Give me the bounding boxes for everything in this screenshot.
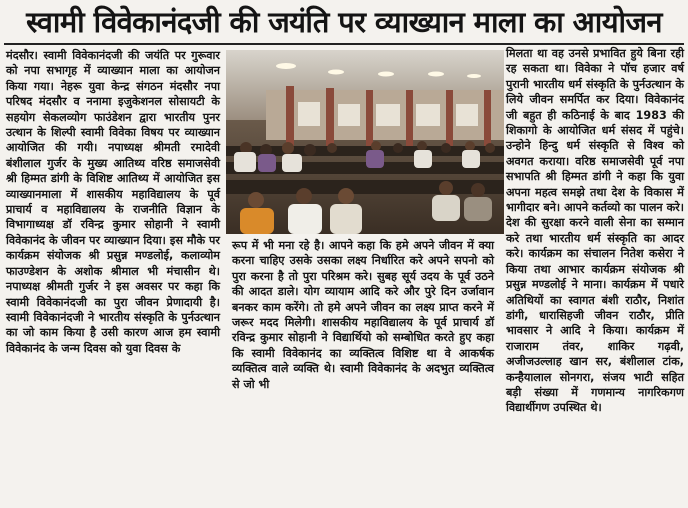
article-column-3 [506, 46, 684, 416]
column-2-text: रूप में भी मना रहे है। आपने कहा कि हमे अपने जीवन में क्या करना चाहिए उसके उसका लक्ष्य निर्धारित करे अपने सपनो को पुरा करना है तो पुरा परिश्रम करे। सुबह सूर्य उदय के पूर्व उठने की आदत डाले। योग व्यायाम आदि करे और पुरे दिन उर्जावान बनकर काम करेंगे। तो हमे अपने जीवन का लक्ष्य प्राप्त करने में जरूर मदद मिलेगी। शासकीय महाविद्यालय के पूर्व प्राचार्य डॉ रविन्द्र कुमार सोहानी ने विद्यार्थियो को सम्बोधित करते हुए कहा कि स्वामी विवेकानंद का व्यक्तित्व विशिष्ट था वे आकर्षक व्यक्तित्व वाले व्यक्ति थे। स्वामी विवेकानंद के अदभुत व्यक्तित्व से जो भी [232, 239, 494, 391]
audience-hall-image [226, 50, 504, 234]
headline: स्वामी विवेकानंदजी की जयंति पर व्याख्यान माला का आयोजन [26, 5, 662, 39]
headline-rule [4, 43, 684, 45]
column-1-text: मंदसौर। स्वामी विवेकानंदजी की जयंति पर गुरूवार को नपा सभागृह में व्याख्यान माला का आयोजन किया गया। नेहरू युवा केन्द्र संगठन मंदसौर नपा परिषद मंदसौर व ननामा इजुकेशनल सोसायटी के सहयोग सेकलव्योग फाउंडेशन द्वारा भारतीय पुनर उत्थान के शिल्पी स्वामी विवेका विषय पर व्याख्यान आयोजित की गयी। नपाध्यक्ष श्रीमती रमादेवी बंशीलाल गुर्जर के मुख्य आतिथ्य वरिष्ठ समाजसेवी श्री हिम्मत डांगी के विशिष्ट आतिथ्य में आयोजित इस व्याख्यानमाला में शासकीय महाविद्यालय के पूर्व प्राचार्य व महाविद्यालय के राजनीति विज्ञान के विभागाध्यक्ष डॉ रविन्द्र कुमार सोहानी ने स्वामी विवेकानंद के जीवन पर व्याख्यान दिया। इस मौके पर कार्यक्रम संयोजक श्री प्रसुन्न मण्डलोई, कलाव्योम फाउण्डेशन के अशोक श्रीमाल भी मंचासीन थे। नपाध्यक्ष श्रीमती गुर्जर ने इस अवसर पर कहा कि स्वामी विवेकानंदजी का पुरा जीवन प्रेणादायी है। स्वामी विवेकानंदजी ने भारतीय संस्कृति के पुर्नउत्थान का जो काम किया है उसी कारण आज हम स्वामी विवेकानंद के जन्म दिवस को युवा दिवस के [6, 49, 220, 355]
event-photo [226, 50, 504, 234]
article-column-1 [6, 48, 220, 356]
article-column-2 [232, 238, 494, 392]
column-3-text: मिलता था वह उनसे प्रभावित हुये बिना रही रह सकता था। विवेका ने पॉच हजार वर्ष पुरानी भारतीय धर्म संस्कृति के पुर्नउत्थान के लिये जीवन समर्पित कर दिया। विवेकानंद जी बहुत ही कठिनाई के बाद 1983 की शिकागो के आयोजित धर्म संसद में पहुंचे। उन्होने हिन्दु धर्म संस्कृति से विश्व को अवगत कराया। वरिष्ठ समाजसेवी पूर्व नपा सभापति श्री हिम्मत डांगी ने कहा कि युवा अपना महत्व समझे तथा देश के विकास में भागीदार बने। आपने कर्तव्यो का पालन करे। देश की सुरक्षा करने वाली सेना का सम्मान करे तथा भारतीय धर्म संस्कृति का आदर करे। कार्यक्रम का संचालन नितेश कसेरा ने किया तथा आभार कार्यक्रम संयोजक श्री प्रसुन्न मण्डलोई ने माना। कार्यक्रम में पधारे अतिथियों का स्वागत बंशी राठौर, निशांत डांगी, धारासिहजी जीवन राठौर, प्रीति भावसार ने आदि ने किया। कार्यक्रम में राजाराम तंवर, शाकिर गढ़वी, अजीजउल्लाह खान सर, बंशीलाल टांक, कन्हैयालाल सोनगरा, संजय भाटी सहित बड़ी संख्या में गणमान्य नागरिकगण विद्यार्थीगण उपस्थित थे। [506, 47, 684, 415]
